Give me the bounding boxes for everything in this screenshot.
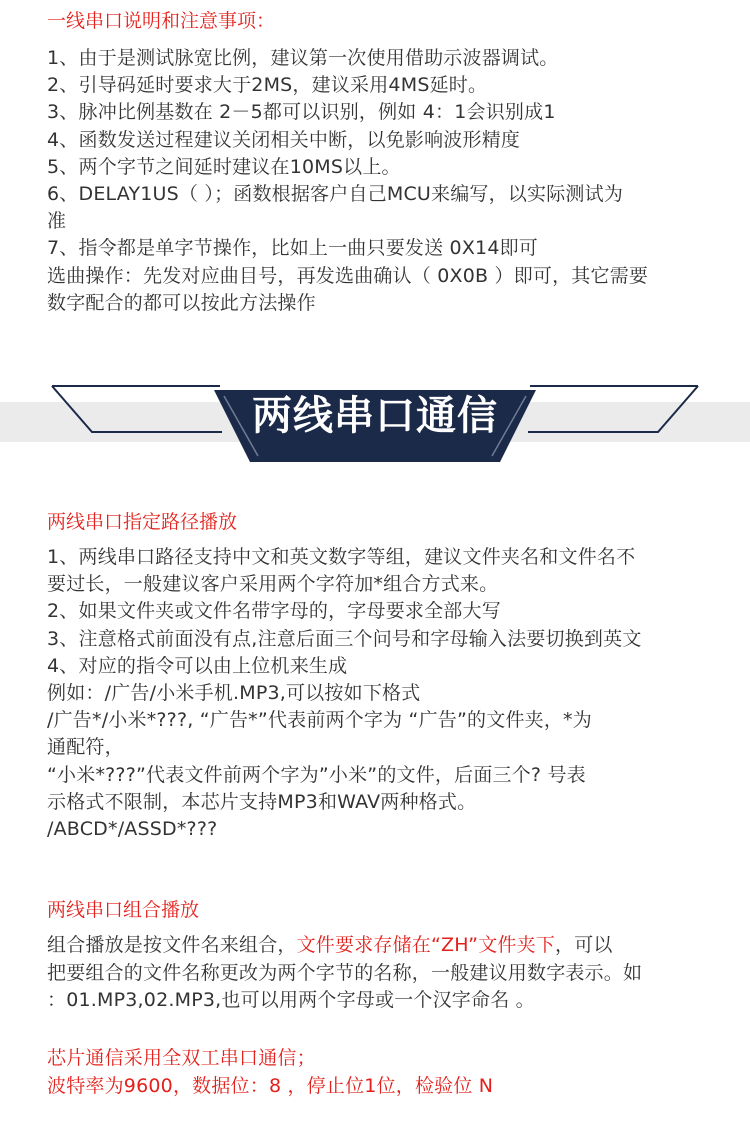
- path-line: /广告*/小米*???, “广告*”代表前两个字为 “广告”的文件夹，*为: [47, 709, 592, 732]
- note-line: 准: [47, 210, 67, 233]
- path-line: 要过长，一般建议客户采用两个字符加*组合方式来。: [47, 573, 499, 596]
- combo-text: ，可以: [555, 934, 613, 956]
- path-line: 示格式不限制，本芯片支持MP3和WAV两种格式。: [47, 790, 477, 813]
- serial-params-section: [47, 1044, 717, 1100]
- note-line: 1、由于是测试脉宽比例，建议第一次使用借助示波器调试。: [47, 47, 559, 69]
- two-wire-path-section: [47, 510, 717, 843]
- combo-text: 组合播放是按文件名来组合，: [47, 934, 297, 956]
- note-line: 6、DELAY1US（ ）；函数根据客户自己MCU来编写，以实际测试为: [47, 182, 624, 205]
- note-line: 3、脉冲比例基数在 2－5都可以识别，例如 4：1会识别成1: [47, 101, 556, 124]
- section-banner: [0, 376, 750, 468]
- banner-title: 两线串口通信: [252, 393, 498, 439]
- path-line: “小米*???”代表文件前两个字为”小米”的文件，后面三个? 号表: [47, 763, 586, 786]
- combo-line: 把要组合的文件名称更改为两个字节的名称，一般建议用数字表示。如: [47, 961, 643, 984]
- two-wire-combo-section: [47, 898, 717, 1015]
- serial-line: 波特率为9600，数据位：8 ，停止位1位，检验位 N: [47, 1075, 494, 1097]
- path-line: 3、注意格式前面没有点,注意后面三个问号和字母输入法要切换到英文: [47, 627, 642, 650]
- section-heading: 两线串口组合播放: [47, 899, 200, 921]
- note-line: 7、指令都是单字节操作，比如上一曲只要发送 0X14即可: [47, 237, 539, 260]
- highlight-text: 文件要求存储在“ZH”文件夹下: [296, 934, 556, 956]
- note-line: 5、两个字节之间延时建议在10MS以上。: [47, 155, 401, 178]
- path-line: /ABCD*/ASSD*???: [47, 817, 218, 840]
- combo-line: ：01.MP3,02.MP3,也可以用两个字母或一个汉字命名 。: [47, 989, 535, 1011]
- note-line: 选曲操作：先发对应曲目号，再发选曲确认（ 0X0B ）即可，其它需要: [47, 264, 649, 287]
- path-line: 4、对应的指令可以由上位机来生成: [47, 654, 348, 677]
- note-line: 2、引导码延时要求大于2MS，建议采用4MS延时。: [47, 74, 488, 97]
- path-line: 通配符，: [47, 736, 124, 759]
- path-line: 例如：/广告/小米手机.MP3,可以按如下格式: [47, 681, 421, 704]
- path-line: 1、两线串口路径支持中文和英文数字等组，建议文件夹名和文件名不: [47, 546, 636, 568]
- section-heading: 两线串口指定路径播放: [47, 511, 238, 533]
- combo-line: [47, 932, 717, 960]
- one-wire-notes-section: [47, 9, 717, 317]
- serial-line: 芯片通信采用全双工串口通信；: [47, 1047, 316, 1069]
- section-heading: 一线串口说明和注意事项：: [47, 10, 276, 32]
- path-line: 2、如果文件夹或文件名带字母的，字母要求全部大写: [47, 600, 501, 623]
- note-line: 4、函数发送过程建议关闭相关中断，以免影响波形精度: [47, 128, 521, 151]
- note-line: 数字配合的都可以按此方法操作: [47, 291, 316, 314]
